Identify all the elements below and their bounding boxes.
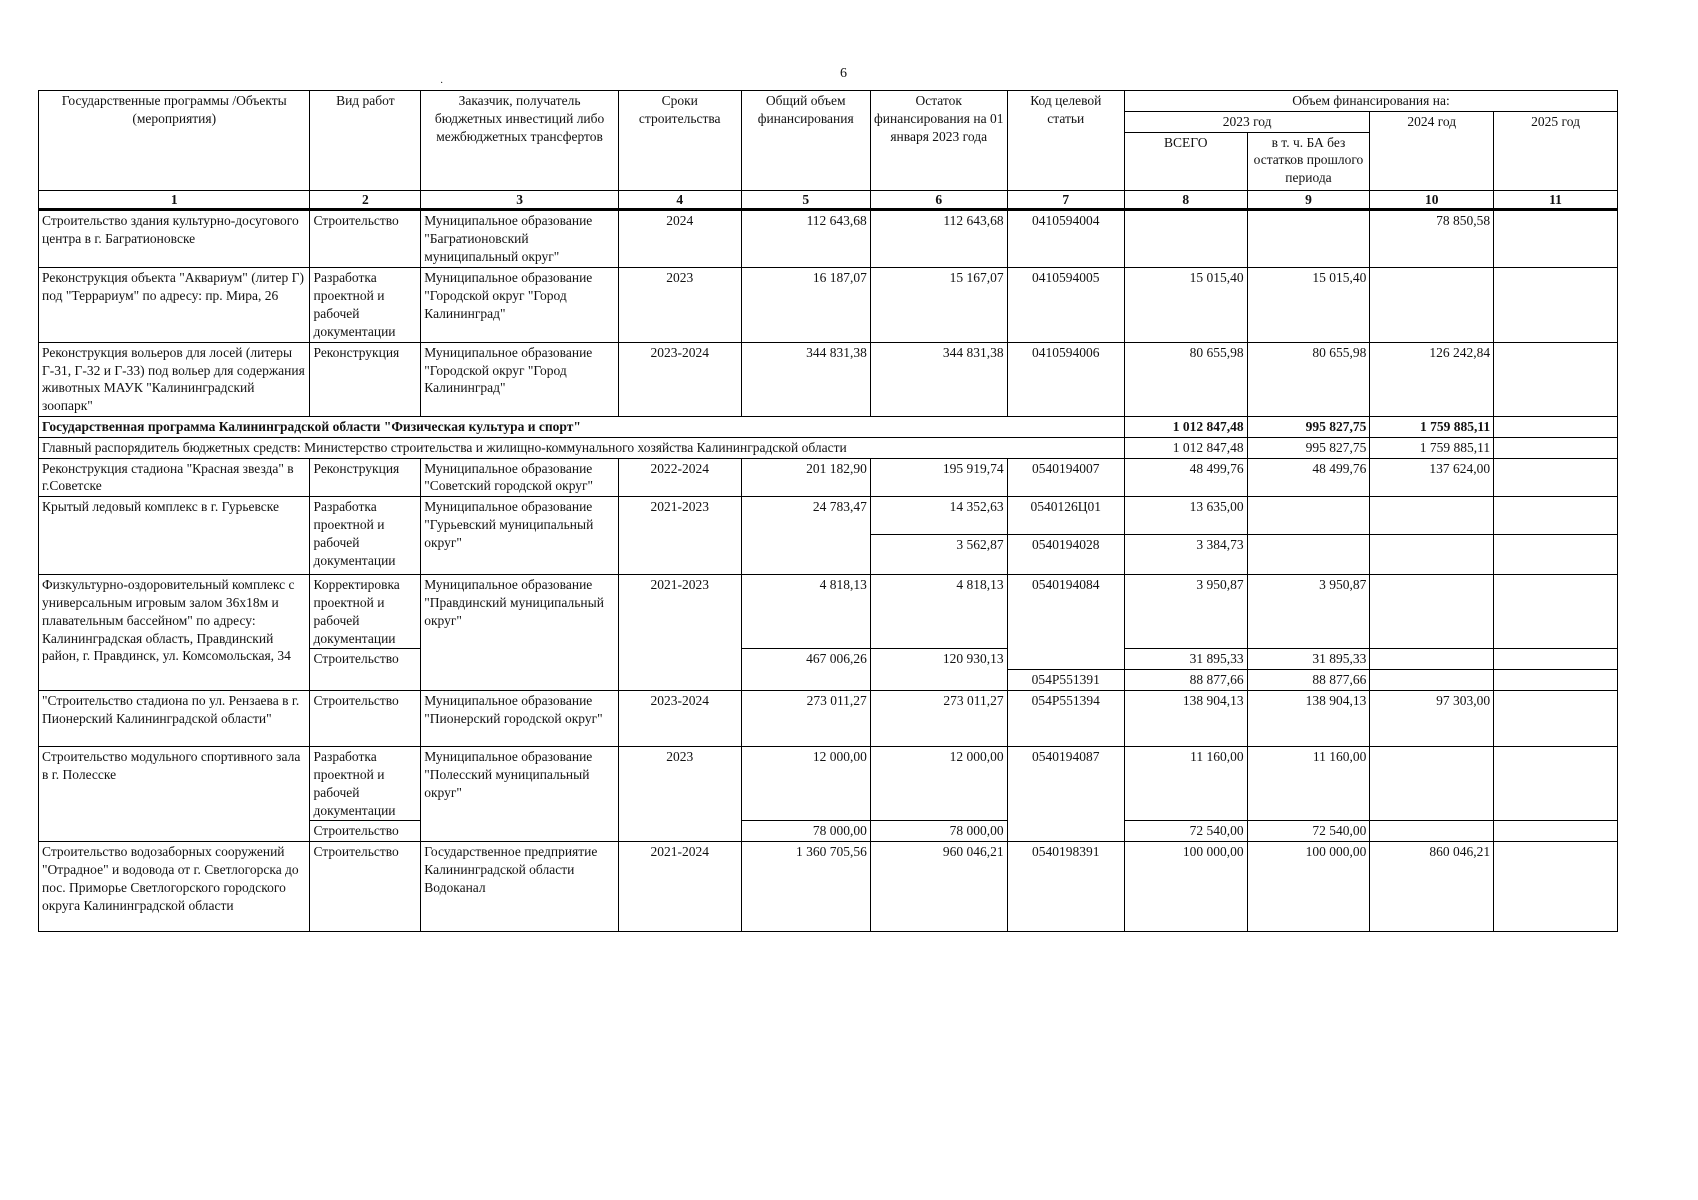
funding-2024	[1370, 747, 1494, 821]
customer: Муниципальное образование "Городской округ "Город Калининград"	[421, 342, 619, 416]
funding-2025	[1494, 649, 1618, 670]
work-type: Корректировка проектной и рабочей документации	[310, 575, 421, 649]
budget-manager-row	[39, 437, 1618, 458]
col-number: 6	[870, 190, 1007, 210]
funding-2025	[1494, 535, 1618, 575]
funding-2024: 137 624,00	[1370, 458, 1494, 497]
funding-2025	[1494, 497, 1618, 535]
funding-2025	[1494, 575, 1618, 649]
table-row	[39, 842, 1618, 932]
total-volume: 12 000,00	[741, 747, 870, 821]
object-name: Реконструкция объекта "Аквариум" (литер Г) под "Террариум" по адресу: пр. Мира, 26	[39, 268, 310, 342]
customer: Муниципальное образование "Гурьевский муниципальный округ"	[421, 497, 619, 575]
remaining: 14 352,63	[870, 497, 1007, 535]
header-total: ВСЕГО	[1124, 132, 1247, 190]
object-name: Строительство здания культурно-досугового центра в г. Багратионовске	[39, 210, 310, 268]
work-type: Разработка проектной и рабочей документации	[310, 268, 421, 342]
funding-2024: 97 303,00	[1370, 691, 1494, 747]
term: 2021-2023	[618, 575, 741, 691]
header-programs: Государственные программы /Объекты (мероприятия)	[39, 91, 310, 191]
remaining: 4 818,13	[870, 575, 1007, 649]
table-row	[39, 458, 1618, 497]
total-volume: 1 360 705,56	[741, 842, 870, 932]
total-volume: 16 187,07	[741, 268, 870, 342]
table-row	[39, 497, 1618, 535]
table-row	[39, 342, 1618, 416]
header-incl-ba: в т. ч. БА без остатков прошлого периода	[1247, 132, 1370, 190]
ba-2023: 80 655,98	[1247, 342, 1370, 416]
funding-2024	[1370, 268, 1494, 342]
term: 2024	[618, 210, 741, 268]
funding-2025	[1494, 342, 1618, 416]
work-type: Строительство	[310, 210, 421, 268]
target-code: 0540194007	[1007, 458, 1124, 497]
funding-2025	[1494, 842, 1618, 932]
object-name: Строительство модульного спортивного зала в г. Полесске	[39, 747, 310, 842]
header-row	[39, 91, 1618, 112]
col-number: 9	[1247, 190, 1370, 210]
total-2023: 31 895,33	[1124, 649, 1247, 670]
customer: Муниципальное образование "Багратионовский муниципальный округ"	[421, 210, 619, 268]
funding-2025	[1494, 747, 1618, 821]
ba-2023: 15 015,40	[1247, 268, 1370, 342]
target-code: 0410594006	[1007, 342, 1124, 416]
total-volume: 344 831,38	[741, 342, 870, 416]
ba-2023: 100 000,00	[1247, 842, 1370, 932]
funding-2025	[1494, 821, 1618, 842]
target-code: 0410594004	[1007, 210, 1124, 268]
funding-2025	[1494, 670, 1618, 691]
table-row	[39, 575, 1618, 649]
term: 2022-2024	[618, 458, 741, 497]
customer: Муниципальное образование "Полесский муниципальный округ"	[421, 747, 619, 842]
target-code: 0540126Ц01	[1007, 497, 1124, 535]
col-number: 10	[1370, 190, 1494, 210]
customer: Муниципальное образование "Советский городской округ"	[421, 458, 619, 497]
col-number: 8	[1124, 190, 1247, 210]
ba-2023: 138 904,13	[1247, 691, 1370, 747]
work-type: Реконструкция	[310, 342, 421, 416]
header-year-2025: 2025 год	[1494, 111, 1618, 190]
total-2023: 3 384,73	[1124, 535, 1247, 575]
ba-2023: 48 499,76	[1247, 458, 1370, 497]
table-row	[39, 210, 1618, 268]
work-type: Разработка проектной и рабочей документации	[310, 747, 421, 821]
funding-2025	[1494, 437, 1618, 458]
total-2023	[1124, 210, 1247, 268]
work-type: Строительство	[310, 821, 421, 842]
target-code: 0540198391	[1007, 842, 1124, 932]
program-name: Государственная программа Калининградской области "Физическая культура и спорт"	[39, 416, 1125, 437]
funding-2024: 1 759 885,11	[1370, 416, 1494, 437]
header-year-2023: 2023 год	[1124, 111, 1369, 132]
total-volume: 24 783,47	[741, 497, 870, 575]
remaining: 3 562,87	[870, 535, 1007, 575]
page-number: 6	[840, 66, 847, 81]
table-row	[39, 691, 1618, 747]
total-2023: 100 000,00	[1124, 842, 1247, 932]
remaining: 78 000,00	[870, 821, 1007, 842]
funding-2024	[1370, 821, 1494, 842]
ba-2023: 11 160,00	[1247, 747, 1370, 821]
ba-2023: 72 540,00	[1247, 821, 1370, 842]
object-name: Крытый ледовый комплекс в г. Гурьевске	[39, 497, 310, 575]
col-number: 2	[310, 190, 421, 210]
ba-2023	[1247, 535, 1370, 575]
header-total-volume: Общий объем финансирования	[741, 91, 870, 191]
funding-2024: 1 759 885,11	[1370, 437, 1494, 458]
work-type: Строительство	[310, 691, 421, 747]
target-code: 0540194087	[1007, 747, 1124, 842]
remaining: 344 831,38	[870, 342, 1007, 416]
budget-manager-name: Главный распорядитель бюджетных средств: Министерство строительства и жилищно-коммунального хозяйства Калининградской области	[39, 437, 1125, 458]
col-number: 5	[741, 190, 870, 210]
total-2023: 72 540,00	[1124, 821, 1247, 842]
total-volume: 273 011,27	[741, 691, 870, 747]
total-2023: 13 635,00	[1124, 497, 1247, 535]
work-type: Строительство	[310, 842, 421, 932]
total-volume: 112 643,68	[741, 210, 870, 268]
header-year-2024: 2024 год	[1370, 111, 1494, 190]
funding-2025	[1494, 268, 1618, 342]
ba-2023: 995 827,75	[1247, 416, 1370, 437]
remaining: 112 643,68	[870, 210, 1007, 268]
table-row	[39, 747, 1618, 821]
funding-2025	[1494, 691, 1618, 747]
target-code: 054P551394	[1007, 691, 1124, 747]
scan-dot: ·	[440, 78, 444, 89]
funding-2024	[1370, 575, 1494, 649]
remaining: 12 000,00	[870, 747, 1007, 821]
target-code: 0410594005	[1007, 268, 1124, 342]
total-volume: 4 818,13	[741, 575, 870, 649]
customer: Муниципальное образование "Городской округ "Город Калининград"	[421, 268, 619, 342]
total-2023: 48 499,76	[1124, 458, 1247, 497]
remaining: 960 046,21	[870, 842, 1007, 932]
col-number: 1	[39, 190, 310, 210]
remaining: 195 919,74	[870, 458, 1007, 497]
header-work-type: Вид работ	[310, 91, 421, 191]
header-funding-volume: Объем финансирования на:	[1124, 91, 1617, 112]
total-volume: 78 000,00	[741, 821, 870, 842]
ba-2023: 3 950,87	[1247, 575, 1370, 649]
object-name: Реконструкция стадиона "Красная звезда" в г.Советске	[39, 458, 310, 497]
funding-2024: 860 046,21	[1370, 842, 1494, 932]
remaining: 120 930,13	[870, 649, 1007, 691]
funding-2024	[1370, 497, 1494, 535]
col-number: 7	[1007, 190, 1124, 210]
object-name: Реконструкция вольеров для лосей (литеры Г-31, Г-32 и Г-33) под вольер для содержания животных МАУК "Калининградский зоопарк"	[39, 342, 310, 416]
remaining: 273 011,27	[870, 691, 1007, 747]
customer: Государственное предприятие Калининградской области Водоканал	[421, 842, 619, 932]
total-2023: 1 012 847,48	[1124, 416, 1247, 437]
header-terms: Сроки строительства	[618, 91, 741, 191]
total-2023: 88 877,66	[1124, 670, 1247, 691]
funding-2025	[1494, 416, 1618, 437]
term: 2021-2023	[618, 497, 741, 575]
term: 2023-2024	[618, 691, 741, 747]
ba-2023: 995 827,75	[1247, 437, 1370, 458]
ba-2023	[1247, 497, 1370, 535]
customer: Муниципальное образование "Пионерский городской округ"	[421, 691, 619, 747]
funding-2025	[1494, 458, 1618, 497]
object-name: Физкультурно-оздоровительный комплекс с универсальным игровым залом 36х18м и плавательным бассейном" по адресу: Калининградская область, Правдинский район, г. Правдинск, ул. Комсомольская, 34	[39, 575, 310, 691]
target-code	[1007, 649, 1124, 670]
funding-2024: 126 242,84	[1370, 342, 1494, 416]
work-type: Строительство	[310, 649, 421, 691]
customer: Муниципальное образование "Правдинский муниципальный округ"	[421, 575, 619, 691]
column-numbers-row	[39, 190, 1618, 210]
funding-2024: 78 850,58	[1370, 210, 1494, 268]
header-code: Код целевой статьи	[1007, 91, 1124, 191]
term: 2023-2024	[618, 342, 741, 416]
program-row	[39, 416, 1618, 437]
col-number: 11	[1494, 190, 1618, 210]
funding-2024	[1370, 535, 1494, 575]
total-2023: 80 655,98	[1124, 342, 1247, 416]
total-volume: 201 182,90	[741, 458, 870, 497]
remaining: 15 167,07	[870, 268, 1007, 342]
total-volume: 467 006,26	[741, 649, 870, 691]
funding-2024	[1370, 670, 1494, 691]
total-2023: 1 012 847,48	[1124, 437, 1247, 458]
work-type: Разработка проектной и рабочей документации	[310, 497, 421, 575]
term: 2023	[618, 747, 741, 842]
total-2023: 3 950,87	[1124, 575, 1247, 649]
investment-table	[38, 90, 1618, 932]
total-2023: 138 904,13	[1124, 691, 1247, 747]
funding-2024	[1370, 649, 1494, 670]
target-code: 0540194028	[1007, 535, 1124, 575]
term: 2023	[618, 268, 741, 342]
total-2023: 15 015,40	[1124, 268, 1247, 342]
target-code: 0540194084	[1007, 575, 1124, 649]
term: 2021-2024	[618, 842, 741, 932]
total-2023: 11 160,00	[1124, 747, 1247, 821]
ba-2023	[1247, 210, 1370, 268]
work-type: Реконструкция	[310, 458, 421, 497]
header-customer: Заказчик, получатель бюджетных инвестиций либо межбюджетных трансфертов	[421, 91, 619, 191]
col-number: 4	[618, 190, 741, 210]
ba-2023: 88 877,66	[1247, 670, 1370, 691]
object-name: "Строительство стадиона по ул. Рензаева в г. Пионерский Калининградской области"	[39, 691, 310, 747]
table-row	[39, 268, 1618, 342]
funding-2025	[1494, 210, 1618, 268]
object-name: Строительство водозаборных сооружений "Отрадное" и водовода от г. Светлогорска до пос. Приморье Светлогорского городского округа Калининградской области	[39, 842, 310, 932]
header-remaining: Остаток финансирования на 01 января 2023 года	[870, 91, 1007, 191]
col-number: 3	[421, 190, 619, 210]
target-code: 054P551391	[1007, 670, 1124, 691]
ba-2023: 31 895,33	[1247, 649, 1370, 670]
